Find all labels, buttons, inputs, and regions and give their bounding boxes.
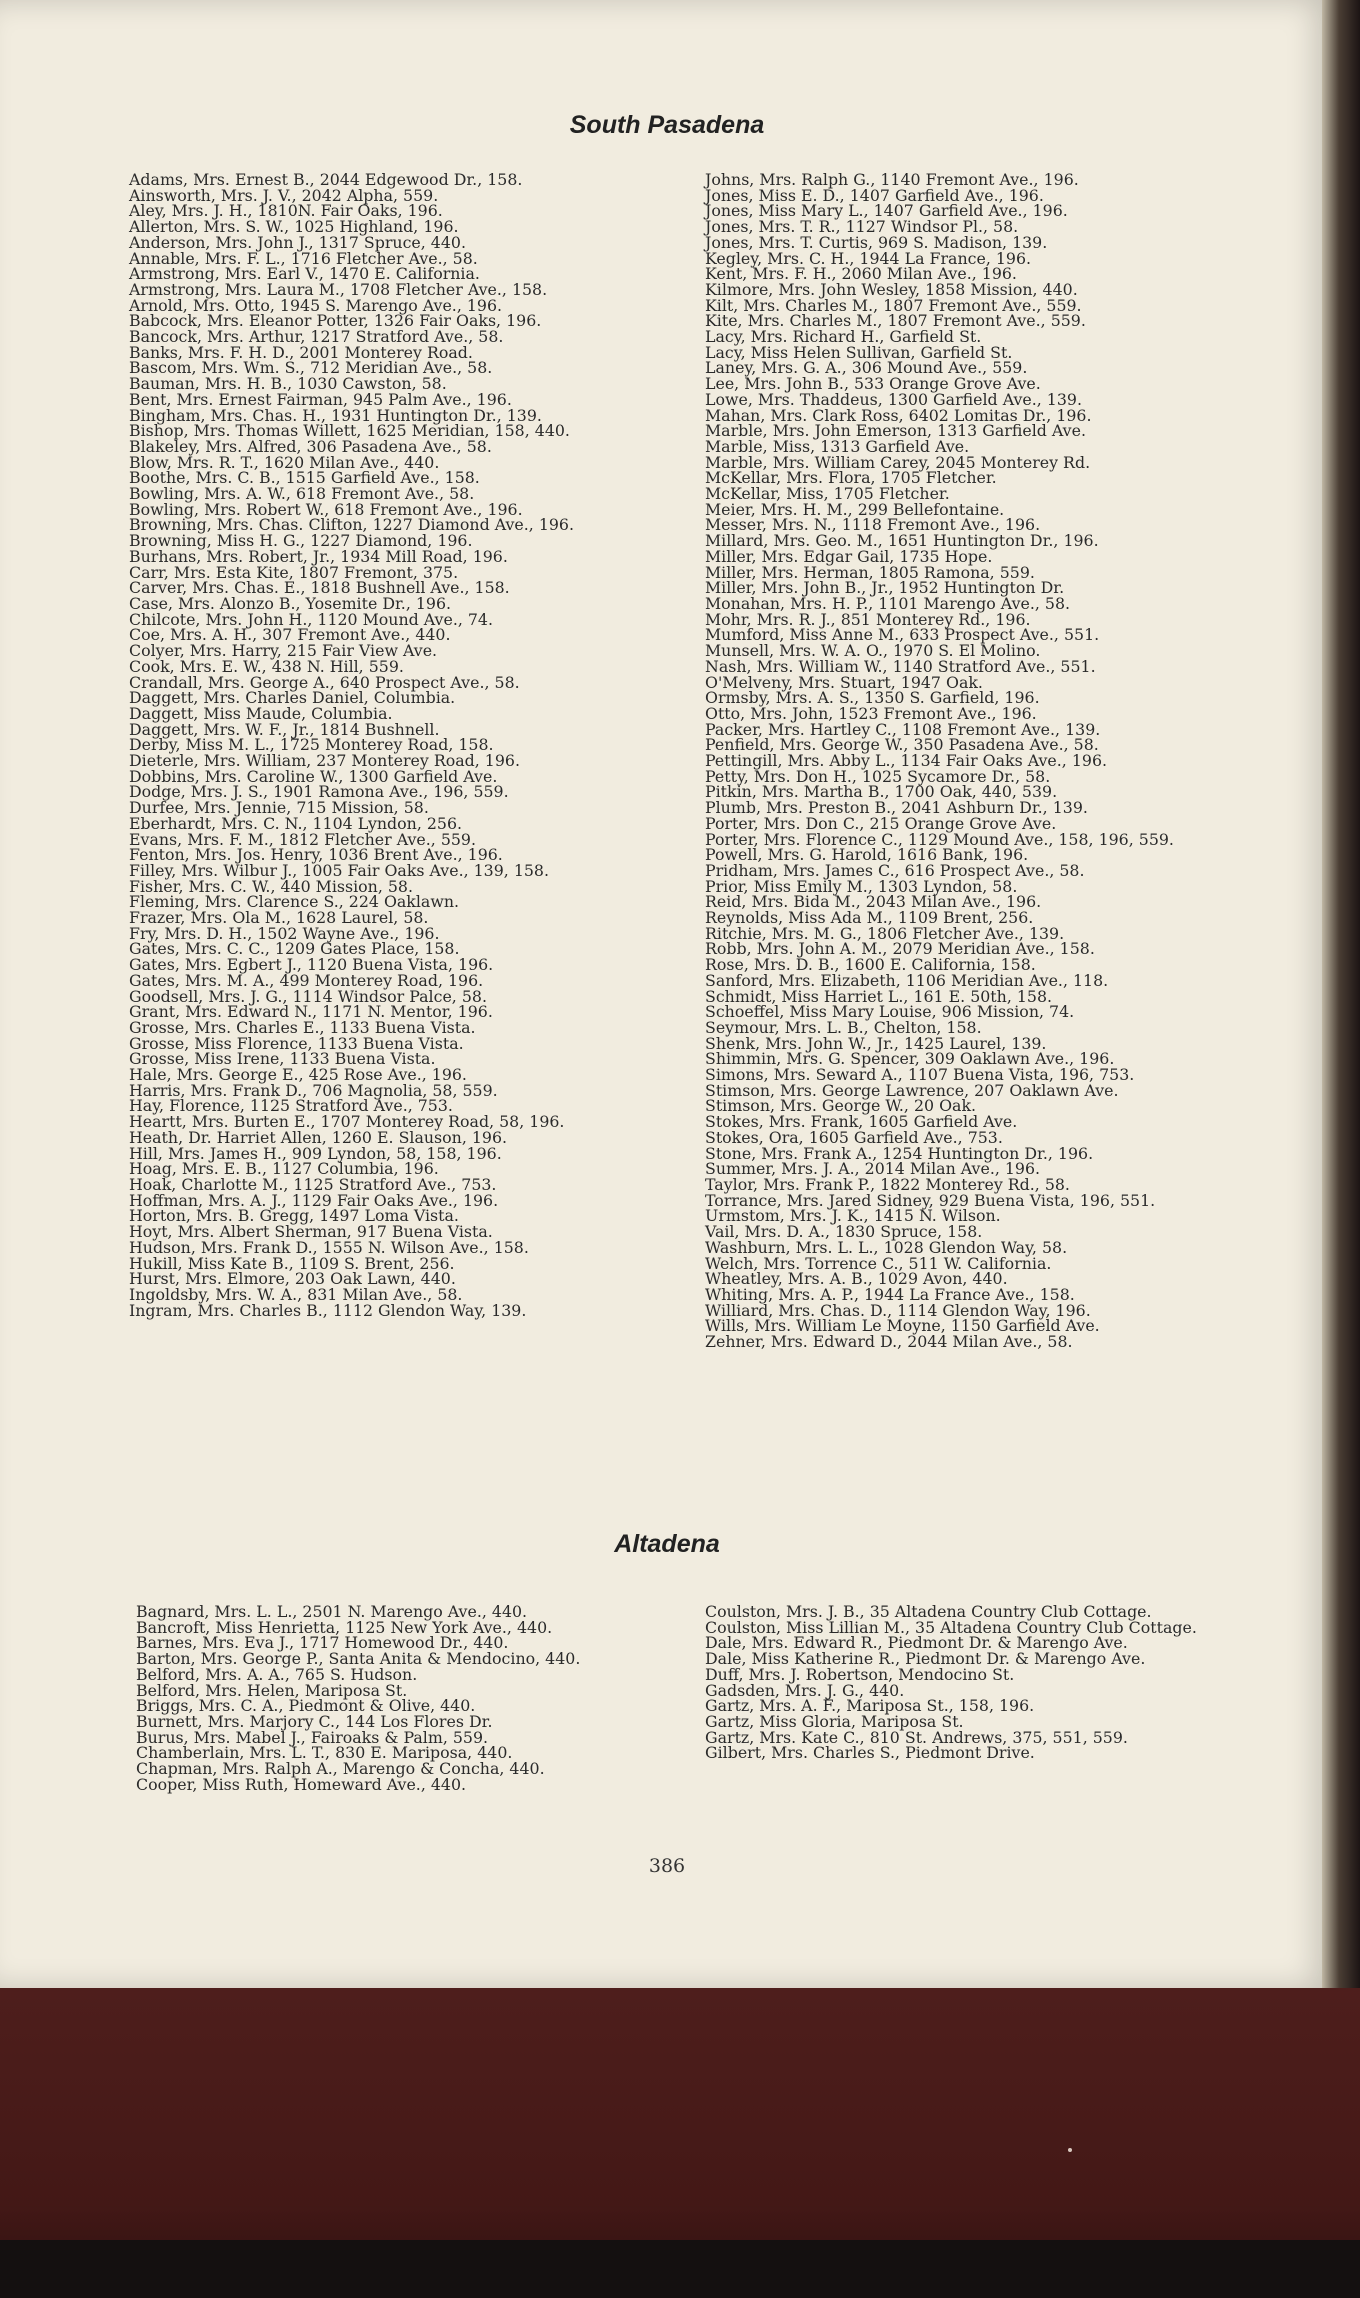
directory-entry: Torrance, Mrs. Jared Sidney, 929 Buena Vista, 196, 551. — [705, 1190, 1156, 1210]
directory-entry: Reid, Mrs. Bida M., 2043 Milan Ave., 196. — [705, 892, 1042, 912]
directory-entry: Urmstom, Mrs. J. K., 1415 N. Wilson. — [705, 1206, 1001, 1226]
directory-entry: Schoeffel, Miss Mary Louise, 906 Mission, 74. — [705, 1002, 1075, 1022]
directory-entry: Crandall, Mrs. George A., 640 Prospect Ave., 58. — [129, 672, 520, 692]
directory-entry: Hukill, Miss Kate B., 1109 S. Brent, 256. — [129, 1253, 455, 1273]
directory-entry: Blakeley, Mrs. Alfred, 306 Pasadena Ave., 58. — [129, 436, 492, 456]
directory-entry: Schmidt, Miss Harriet L., 161 E. 50th, 158. — [705, 986, 1053, 1006]
directory-entry: Fenton, Mrs. Jos. Henry, 1036 Brent Ave., 196. — [129, 845, 503, 865]
directory-entry: Burhans, Mrs. Robert, Jr., 1934 Mill Road, 196. — [129, 546, 508, 566]
directory-entry: Duff, Mrs. J. Robertson, Mendocino St. — [705, 1664, 1015, 1684]
directory-entry: Hurst, Mrs. Elmore, 203 Oak Lawn, 440. — [129, 1269, 456, 1289]
directory-entry: Dieterle, Mrs. William, 237 Monterey Road, 196. — [129, 751, 520, 771]
directory-entry: Bingham, Mrs. Chas. H., 1931 Huntington Dr., 139. — [129, 405, 542, 425]
directory-entry: Stimson, Mrs. George Lawrence, 207 Oaklawn Ave. — [705, 1080, 1119, 1100]
directory-entry: Prior, Miss Emily M., 1303 Lyndon, 58. — [705, 876, 1018, 896]
directory-entry: Bascom, Mrs. Wm. S., 712 Meridian Ave., 58. — [129, 358, 493, 378]
directory-entry: Fry, Mrs. D. H., 1502 Wayne Ave., 196. — [129, 923, 440, 943]
directory-entry: Mumford, Miss Anne M., 633 Prospect Ave., 551. — [705, 625, 1100, 645]
directory-entry: Robb, Mrs. John A. M., 2079 Meridian Ave., 158. — [705, 939, 1095, 959]
directory-entry: Barnes, Mrs. Eva J., 1717 Homewood Dr., 440. — [136, 1633, 509, 1653]
directory-entry: Heath, Dr. Harriet Allen, 1260 E. Slauson, 196. — [129, 1127, 508, 1147]
directory-entry: Porter, Mrs. Don C., 215 Orange Grove Ave. — [705, 813, 1057, 833]
directory-entry: Meier, Mrs. H. M., 299 Bellefontaine. — [705, 499, 1005, 519]
directory-entry: Dobbins, Mrs. Caroline W., 1300 Garfield Ave. — [129, 766, 498, 786]
directory-entry: Porter, Mrs. Florence C., 1129 Mound Ave., 158, 196, 559. — [705, 829, 1174, 849]
directory-entry: Munsell, Mrs. W. A. O., 1970 S. El Molino. — [705, 641, 1041, 661]
directory-entry: Arnold, Mrs. Otto, 1945 S. Marengo Ave., 196. — [129, 295, 503, 315]
directory-entry: Washburn, Mrs. L. L., 1028 Glendon Way, 58. — [705, 1237, 1068, 1257]
directory-entry: Gartz, Mrs. A. F., Mariposa St., 158, 196. — [705, 1696, 1035, 1716]
directory-entry: Bishop, Mrs. Thomas Willett, 1625 Meridian, 158, 440. — [129, 421, 570, 441]
directory-entry: Adams, Mrs. Ernest B., 2044 Edgewood Dr., 158. — [129, 170, 523, 189]
directory-entry: Mohr, Mrs. R. J., 851 Monterey Rd., 196. — [705, 609, 1031, 629]
directory-entry: Powell, Mrs. G. Harold, 1616 Bank, 196. — [705, 845, 1029, 865]
directory-entry: Coulston, Mrs. J. B., 35 Altadena Country Club Cottage. — [705, 1602, 1152, 1621]
directory-entry: Hudson, Mrs. Frank D., 1555 N. Wilson Ave., 158. — [129, 1237, 529, 1257]
directory-entry: Petty, Mrs. Don H., 1025 Sycamore Dr., 58. — [705, 766, 1051, 786]
directory-entry: Durfee, Mrs. Jennie, 715 Mission, 58. — [129, 798, 429, 818]
directory-entry: Evans, Mrs. F. M., 1812 Fletcher Ave., 559. — [129, 829, 477, 849]
directory-entry: Grosse, Miss Irene, 1133 Buena Vista. — [129, 1049, 436, 1069]
south-pasadena-right-column — [705, 172, 1263, 1350]
section-title-south-pasadena: South Pasadena — [569, 111, 765, 139]
directory-entry: Belford, Mrs. Helen, Mariposa St. — [136, 1680, 408, 1700]
directory-entry: Chamberlain, Mrs. L. T., 830 E. Mariposa, 440. — [136, 1743, 513, 1763]
directory-entry: Frazer, Mrs. Ola M., 1628 Laurel, 58. — [129, 908, 429, 928]
directory-entry: Hoyt, Mrs. Albert Sherman, 917 Buena Vista. — [129, 1222, 493, 1242]
directory-entry: Gilbert, Mrs. Charles S., Piedmont Drive. — [705, 1743, 1035, 1763]
directory-entry: Carr, Mrs. Esta Kite, 1807 Fremont, 375. — [129, 562, 459, 582]
directory-entry: Filley, Mrs. Wilbur J., 1005 Fair Oaks Ave., 139, 158. — [129, 860, 549, 880]
directory-entry: Eberhardt, Mrs. C. N., 1104 Lyndon, 256. — [129, 813, 463, 833]
directory-entry: Laney, Mrs. G. A., 306 Mound Ave., 559. — [705, 358, 1028, 378]
directory-entry: Coulston, Miss Lillian M., 35 Altadena Country Club Cottage. — [705, 1617, 1197, 1637]
directory-entry: Grosse, Mrs. Charles E., 1133 Buena Vista. — [129, 1017, 476, 1037]
directory-entry: Bowling, Mrs. A. W., 618 Fremont Ave., 58. — [129, 484, 475, 504]
book-gutter — [1322, 0, 1360, 1988]
directory-entry: Lee, Mrs. John B., 533 Orange Grove Ave. — [705, 374, 1041, 394]
directory-entry: Bent, Mrs. Ernest Fairman, 945 Palm Ave., 196. — [129, 389, 512, 409]
directory-entry: Pettingill, Mrs. Abby L., 1134 Fair Oaks Ave., 196. — [705, 751, 1108, 771]
directory-entry: Derby, Miss M. L., 1725 Monterey Road, 158. — [129, 735, 494, 755]
directory-entry: Lacy, Mrs. Richard H., Garfield St. — [705, 327, 982, 347]
directory-entry: Zehner, Mrs. Edward D., 2044 Milan Ave., 58. — [705, 1332, 1073, 1352]
directory-entry: Daggett, Mrs. Charles Daniel, Columbia. — [129, 688, 456, 708]
directory-entry: Jones, Miss E. D., 1407 Garfield Ave., 196. — [705, 185, 1044, 205]
directory-entry: Williard, Mrs. Chas. D., 1114 Glendon Way, 196. — [705, 1300, 1091, 1320]
directory-entry: Anderson, Mrs. John J., 1317 Spruce, 440. — [129, 232, 466, 252]
directory-entry: Bagnard, Mrs. L. L., 2501 N. Marengo Ave., 440. — [136, 1602, 528, 1621]
directory-entry: Kilmore, Mrs. John Wesley, 1858 Mission, 440. — [705, 279, 1078, 299]
page-number: 386 — [648, 1855, 686, 1877]
directory-entry: Miller, Mrs. John B., Jr., 1952 Huntington Dr. — [705, 578, 1065, 598]
directory-entry: Shenk, Mrs. John W., Jr., 1425 Laurel, 139. — [705, 1033, 1047, 1053]
directory-entry: Pitkin, Mrs. Martha B., 1700 Oak, 440, 539. — [705, 782, 1058, 802]
table-background — [0, 2240, 1360, 2298]
directory-entry: Gates, Mrs. M. A., 499 Monterey Road, 196. — [129, 970, 484, 990]
directory-entry: Gadsden, Mrs. J. G., 440. — [705, 1680, 905, 1700]
directory-entry: Dale, Miss Katherine R., Piedmont Dr. & Marengo Ave. — [705, 1649, 1146, 1669]
directory-entry: Daggett, Miss Maude, Columbia. — [129, 703, 393, 723]
directory-entry: Grant, Mrs. Edward N., 1171 N. Mentor, 196. — [129, 1002, 493, 1022]
directory-entry: Hale, Mrs. George E., 425 Rose Ave., 196. — [129, 1065, 467, 1085]
directory-entry: Packer, Mrs. Hartley C., 1108 Fremont Ave., 139. — [705, 719, 1101, 739]
directory-entry: Ingram, Mrs. Charles B., 1112 Glendon Way, 139. — [129, 1300, 527, 1320]
directory-entry: Jones, Mrs. T. R., 1127 Windsor Pl., 58. — [705, 217, 1019, 237]
directory-entry: Aley, Mrs. J. H., 1810N. Fair Oaks, 196. — [129, 201, 443, 221]
directory-entry: Jones, Mrs. T. Curtis, 969 S. Madison, 139. — [705, 232, 1048, 252]
directory-entry: Colyer, Mrs. Harry, 215 Fair View Ave. — [129, 641, 438, 661]
directory-entry: Barton, Mrs. George P., Santa Anita & Mendocino, 440. — [136, 1649, 581, 1669]
directory-entry: Browning, Miss H. G., 1227 Diamond, 196. — [129, 531, 473, 551]
directory-entry: Gartz, Miss Gloria, Mariposa St. — [705, 1711, 964, 1731]
directory-entry: Monahan, Mrs. H. P., 1101 Marengo Ave., 58. — [705, 593, 1071, 613]
directory-entry: Armstrong, Mrs. Earl V., 1470 E. California. — [129, 264, 480, 284]
directory-entry: O'Melveny, Mrs. Stuart, 1947 Oak. — [705, 672, 983, 692]
directory-entry: Kegley, Mrs. C. H., 1944 La France, 196. — [705, 248, 1032, 268]
directory-entry: Rose, Mrs. D. B., 1600 E. California, 158. — [705, 955, 1036, 975]
directory-entry: Hoak, Charlotte M., 1125 Stratford Ave., 753. — [129, 1175, 497, 1194]
directory-entry: Jones, Miss Mary L., 1407 Garfield Ave., 196. — [705, 201, 1068, 221]
directory-entry: Lowe, Mrs. Thaddeus, 1300 Garfield Ave., 139. — [705, 389, 1082, 409]
directory-entry: Simons, Mrs. Seward A., 1107 Buena Vista, 196, 753. — [705, 1065, 1135, 1085]
directory-entry: Lacy, Miss Helen Sullivan, Garfield St. — [705, 342, 1013, 362]
directory-entry: Mahan, Mrs. Clark Ross, 6402 Lomitas Dr., 196. — [705, 405, 1092, 425]
directory-entry: Annable, Mrs. F. L., 1716 Fletcher Ave., 58. — [129, 248, 478, 268]
directory-entry: Hay, Florence, 1125 Stratford Ave., 753. — [129, 1096, 453, 1116]
directory-entry: Otto, Mrs. John, 1523 Fremont Ave., 196. — [705, 703, 1037, 723]
directory-entry: Blow, Mrs. R. T., 1620 Milan Ave., 440. — [129, 452, 440, 472]
directory-entry: Seymour, Mrs. L. B., Chelton, 158. — [705, 1017, 982, 1037]
directory-entry: Marble, Miss, 1313 Garfield Ave. — [705, 436, 970, 456]
directory-entry: Summer, Mrs. J. A., 2014 Milan Ave., 196. — [705, 1159, 1041, 1179]
directory-entry: Marble, Mrs. William Carey, 2045 Monterey Rd. — [705, 452, 1091, 472]
directory-entry: Pridham, Mrs. James C., 616 Prospect Ave., 58. — [705, 860, 1085, 880]
directory-entry: Grosse, Miss Florence, 1133 Buena Vista. — [129, 1033, 464, 1053]
directory-entry: Ormsby, Mrs. A. S., 1350 S. Garfield, 196. — [705, 688, 1040, 708]
directory-entry: Welch, Mrs. Torrence C., 511 W. California. — [705, 1253, 1052, 1273]
directory-entry: Harris, Mrs. Frank D., 706 Magnolia, 58, 559. — [129, 1080, 498, 1100]
directory-entry: Miller, Mrs. Herman, 1805 Ramona, 559. — [705, 562, 1035, 582]
directory-entry: Bowling, Mrs. Robert W., 618 Fremont Ave., 196. — [129, 499, 523, 519]
directory-entry: Messer, Mrs. N., 1118 Fremont Ave., 196. — [705, 515, 1041, 535]
directory-entry: Sanford, Mrs. Elizabeth, 1106 Meridian Ave., 118. — [705, 970, 1109, 990]
directory-entry: Stokes, Mrs. Frank, 1605 Garfield Ave. — [705, 1112, 1018, 1132]
section-title-altadena: Altadena — [614, 1530, 720, 1558]
directory-entry: Wheatley, Mrs. A. B., 1029 Avon, 440. — [705, 1269, 1008, 1289]
directory-entry: Kent, Mrs. F. H., 2060 Milan Ave., 196. — [705, 264, 1017, 284]
directory-entry: Case, Mrs. Alonzo B., Yosemite Dr., 196. — [129, 593, 452, 613]
directory-entry: McKellar, Miss, 1705 Fletcher. — [705, 484, 950, 504]
directory-entry: Browning, Mrs. Chas. Clifton, 1227 Diamond Ave., 196. — [129, 515, 574, 535]
dust-speck — [1068, 2148, 1072, 2152]
directory-entry: Carver, Mrs. Chas. E., 1818 Bushnell Ave., 158. — [129, 578, 510, 598]
directory-entry: Boothe, Mrs. C. B., 1515 Garfield Ave., 158. — [129, 468, 480, 488]
directory-entry: Chilcote, Mrs. John H., 1120 Mound Ave., 74. — [129, 609, 494, 629]
directory-entry: Marble, Mrs. John Emerson, 1313 Garfield Ave. — [705, 421, 1086, 441]
directory-entry: Daggett, Mrs. W. F., Jr., 1814 Bushnell. — [129, 719, 440, 739]
directory-entry: Shimmin, Mrs. G. Spencer, 309 Oaklawn Ave., 196. — [705, 1049, 1115, 1069]
directory-entry: Hoffman, Mrs. A. J., 1129 Fair Oaks Ave., 196. — [129, 1190, 499, 1210]
directory-entry: Stone, Mrs. Frank A., 1254 Huntington Dr., 196. — [705, 1143, 1094, 1163]
directory-entry: Cooper, Miss Ruth, Homeward Ave., 440. — [136, 1774, 467, 1794]
directory-entry: Kite, Mrs. Charles M., 1807 Fremont Ave., 559. — [705, 311, 1086, 331]
directory-entry: Bancock, Mrs. Arthur, 1217 Stratford Ave., 58. — [129, 327, 504, 347]
directory-entry: Penfield, Mrs. George W., 350 Pasadena Ave., 58. — [705, 735, 1099, 755]
directory-entry: Bancroft, Miss Henrietta, 1125 New York Ave., 440. — [136, 1617, 553, 1637]
directory-entry: Fleming, Mrs. Clarence S., 224 Oaklawn. — [129, 892, 460, 912]
directory-entry: Dale, Mrs. Edward R., Piedmont Dr. & Marengo Ave. — [705, 1633, 1128, 1653]
directory-entry: Hoag, Mrs. E. B., 1127 Columbia, 196. — [129, 1159, 439, 1179]
south-pasadena-left-column — [129, 172, 659, 1318]
directory-entry: Bauman, Mrs. H. B., 1030 Cawston, 58. — [129, 374, 447, 394]
directory-entry: Taylor, Mrs. Frank P., 1822 Monterey Rd., 58. — [705, 1175, 1070, 1194]
directory-entry: Belford, Mrs. A. A., 765 S. Hudson. — [136, 1664, 418, 1684]
directory-entry: Ingoldsby, Mrs. W. A., 831 Milan Ave., 58. — [129, 1284, 463, 1304]
directory-entry: Coe, Mrs. A. H., 307 Fremont Ave., 440. — [129, 625, 451, 645]
directory-entry: Banks, Mrs. F. H. D., 2001 Monterey Road. — [129, 342, 473, 362]
directory-entry: Armstrong, Mrs. Laura M., 1708 Fletcher Ave., 158. — [129, 279, 548, 299]
directory-entry: Cook, Mrs. E. W., 438 N. Hill, 559. — [129, 656, 404, 676]
directory-entry: Ainsworth, Mrs. J. V., 2042 Alpha, 559. — [129, 185, 439, 205]
directory-entry: Miller, Mrs. Edgar Gail, 1735 Hope. — [705, 546, 993, 566]
directory-entry: Briggs, Mrs. C. A., Piedmont & Olive, 440. — [136, 1696, 476, 1716]
directory-entry: Nash, Mrs. William W., 1140 Stratford Ave., 551. — [705, 656, 1096, 676]
directory-entry: Wills, Mrs. William Le Moyne, 1150 Garfield Ave. — [705, 1316, 1100, 1336]
directory-entry: Reynolds, Miss Ada M., 1109 Brent, 256. — [705, 908, 1034, 928]
directory-entry: Stimson, Mrs. George W., 20 Oak. — [705, 1096, 977, 1116]
directory-entry: Gates, Mrs. Egbert J., 1120 Buena Vista, 196. — [129, 955, 494, 975]
directory-entry: McKellar, Mrs. Flora, 1705 Fletcher. — [705, 468, 997, 488]
directory-entry: Stokes, Ora, 1605 Garfield Ave., 753. — [705, 1127, 1003, 1147]
directory-entry: Burnett, Mrs. Marjory C., 144 Los Flores Dr. — [136, 1711, 493, 1731]
directory-entry: Dodge, Mrs. J. S., 1901 Ramona Ave., 196, 559. — [129, 782, 509, 802]
directory-entry: Fisher, Mrs. C. W., 440 Mission, 58. — [129, 876, 413, 896]
directory-entry: Heartt, Mrs. Burten E., 1707 Monterey Road, 58, 196. — [129, 1112, 565, 1132]
directory-entry: Babcock, Mrs. Eleanor Potter, 1326 Fair Oaks, 196. — [129, 311, 542, 331]
altadena-left-column — [136, 1604, 659, 1792]
directory-entry: Ritchie, Mrs. M. G., 1806 Fletcher Ave., 139. — [705, 923, 1065, 943]
altadena-right-column — [705, 1604, 1263, 1761]
directory-entry: Millard, Mrs. Geo. M., 1651 Huntington Dr., 196. — [705, 531, 1099, 551]
directory-entry: Plumb, Mrs. Preston B., 2041 Ashburn Dr., 139. — [705, 798, 1088, 818]
directory-entry: Chapman, Mrs. Ralph A., Marengo & Concha, 440. — [136, 1759, 545, 1779]
directory-entry: Kilt, Mrs. Charles M., 1807 Fremont Ave., 559. — [705, 295, 1082, 315]
directory-entry: Gates, Mrs. C. C., 1209 Gates Place, 158. — [129, 939, 460, 959]
directory-entry: Johns, Mrs. Ralph G., 1140 Fremont Ave., 196. — [705, 170, 1079, 189]
directory-entry: Hill, Mrs. James H., 909 Lyndon, 58, 158, 196. — [129, 1143, 502, 1163]
directory-entry: Whiting, Mrs. A. P., 1944 La France Ave., 158. — [705, 1284, 1075, 1304]
directory-entry: Goodsell, Mrs. J. G., 1114 Windsor Palce, 58. — [129, 986, 487, 1006]
directory-entry: Horton, Mrs. B. Gregg, 1497 Loma Vista. — [129, 1206, 459, 1226]
directory-entry: Gartz, Mrs. Kate C., 810 St. Andrews, 375, 551, 559. — [705, 1727, 1128, 1747]
directory-entry: Vail, Mrs. D. A., 1830 Spruce, 158. — [705, 1222, 983, 1242]
directory-entry: Allerton, Mrs. S. W., 1025 Highland, 196. — [129, 217, 459, 237]
directory-entry: Burus, Mrs. Mabel J., Fairoaks & Palm, 559. — [136, 1727, 489, 1747]
